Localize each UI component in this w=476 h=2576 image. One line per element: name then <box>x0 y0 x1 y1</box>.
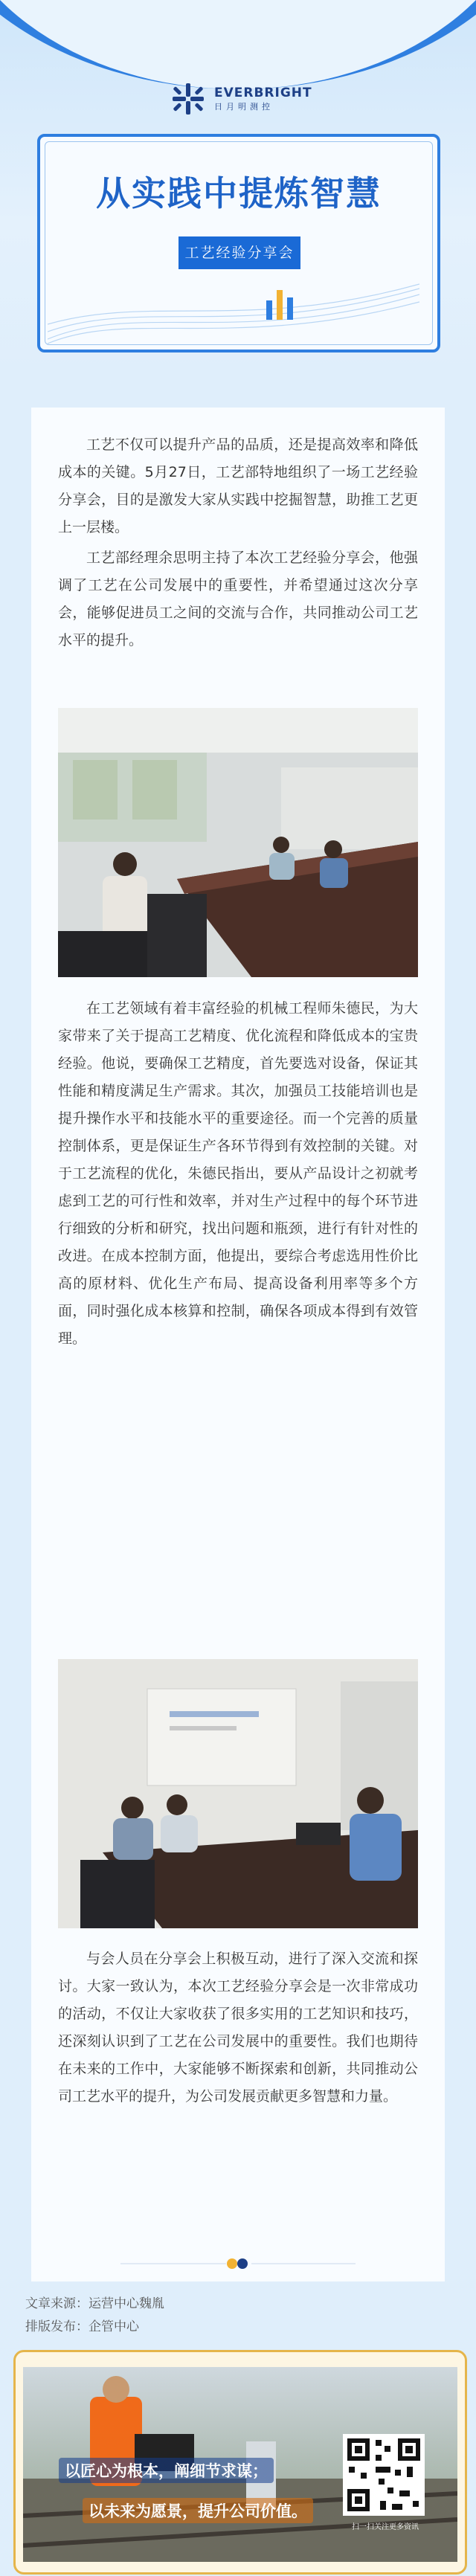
article-source: 文章来源：运营中心魏胤 <box>25 2296 164 2311</box>
brand-name-cn: 日月明测控 <box>214 102 274 112</box>
brand-logo <box>170 80 312 117</box>
qr-caption: 扫一扫关注更多资讯 <box>352 2523 419 2531</box>
article-credits <box>25 2293 164 2339</box>
article-paragraph: 工艺不仅可以提升产品的品质，还是提高效率和降低成本的关键。5月27日，工艺部特地组织了一场工艺经验分享会，目的是激发大家从实践中挖掘智慧，助推工艺更上一层楼。 <box>58 437 418 535</box>
brand-name-en: EVERBRIGHT <box>214 86 312 100</box>
article-card <box>31 408 445 2282</box>
article-publisher: 排版发布：企管中心 <box>25 2319 139 2334</box>
article-paragraph: 与会人员在分享会上积极互动，进行了深入交流和探讨。大家一致认为，本次工艺经验分享会是一次非常成功的活动，不仅让大家收获了很多实用的工艺知识和技巧，还深刻认识到了工艺在公司发展中的重要性。我们也期待在未来的工作中，大家能够不断探索和创新，共同推动公司工艺水平的提升，为公司发展贡献更多智慧和力量。 <box>58 1951 418 2105</box>
article-paragraph: 工艺部经理余思明主持了本次工艺经验分享会，他强调了工艺在公司发展中的重要性，并希望通过这次分享会，能够促进员工之间的交流与合作，共同推动公司工艺水平的提升。 <box>58 550 418 648</box>
header-arc-inner <box>0 0 476 89</box>
presentation-photo-icon <box>58 1659 418 1928</box>
header-banner <box>0 0 476 372</box>
footer-banner <box>13 2350 467 2575</box>
title-frame <box>37 134 440 352</box>
meeting-room-photo-icon <box>58 708 418 977</box>
article-paragraph: 在工艺领域有着丰富经验的机械工程师朱德民，为大家带来了关于提高工艺精度、优化流程和降低成本的宝贵经验。他说，要确保工艺精度，首先要选对设备，保证其性能和精度满足生产需求。其次，加强员工技能培训也是提升操作水平和技能水平的重要途径。而一个完善的质量控制体系，更是保证生产各环节得到有效控制的关键。对于工艺流程的优化，朱德民指出，要从产品设计之初就考虑到工艺的可行性和效率，并对生产过程中的每个环节进行细致的分析和研究，找出问题和瓶颈，进行有针对性的改进。在成本控制方面，他提出，要综合考虑选用性价比高的原材料、优化生产布局、提高设备利用率等多个方面，同时强化成本核算和控制，确保各项成本得到有效管理。 <box>58 1000 418 1347</box>
slogan-line-1: 以匠心为根本，阐细节求谋； <box>59 2458 274 2483</box>
page-title: 从实践中提炼智慧 <box>96 173 382 213</box>
meeting-photo <box>58 1659 418 1928</box>
qr-code-icon[interactable] <box>343 2434 425 2516</box>
slogan-line-2: 以未来为愿景，提升公司价值。 <box>83 2498 313 2523</box>
subtitle-badge: 工艺经验分享会 <box>178 236 300 269</box>
divider-dots-icon <box>31 2256 445 2271</box>
decorative-wave-icon <box>48 280 419 347</box>
everbright-logo-icon <box>170 80 207 117</box>
bar-chart-icon <box>265 286 295 320</box>
meeting-photo <box>58 708 418 977</box>
